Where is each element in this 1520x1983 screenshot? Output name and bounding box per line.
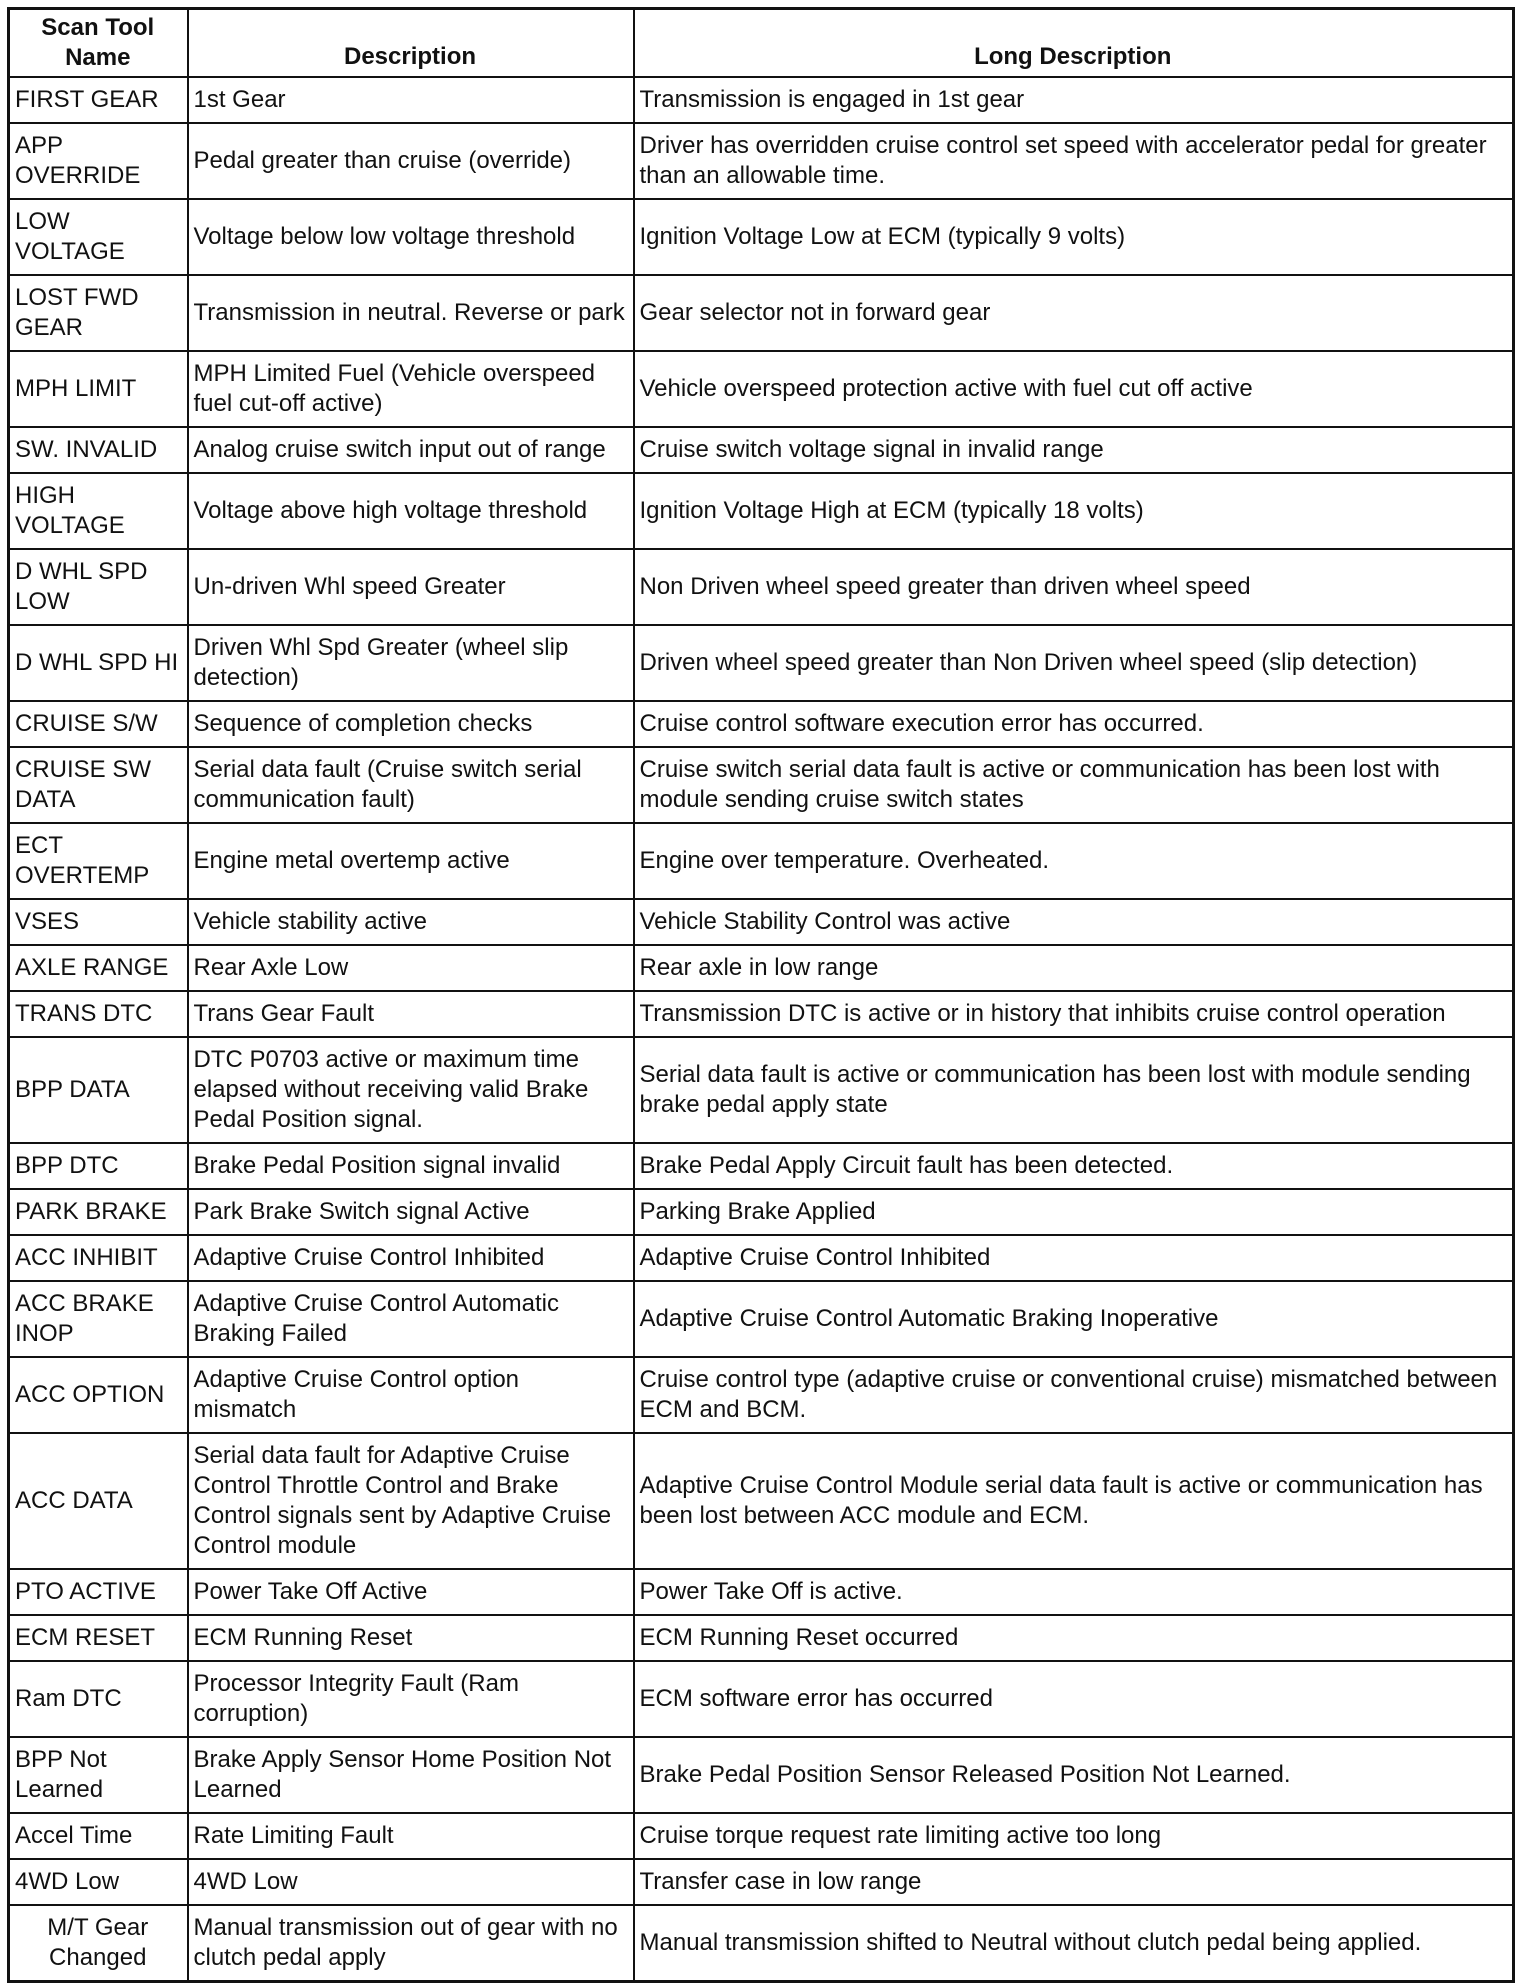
scan-tool-name-cell: BPP DATA xyxy=(9,1037,188,1143)
scan-tool-name-cell: ECT OVERTEMP xyxy=(9,823,188,899)
table-row xyxy=(9,1235,1514,1281)
description-cell: Un-driven Whl speed Greater xyxy=(188,549,634,625)
description-cell: Rate Limiting Fault xyxy=(188,1813,634,1859)
long-description-cell: Ignition Voltage Low at ECM (typically 9 volts) xyxy=(634,199,1514,275)
description-cell: Trans Gear Fault xyxy=(188,991,634,1037)
description-cell: Adaptive Cruise Control option mismatch xyxy=(188,1357,634,1433)
description-cell: Engine metal overtemp active xyxy=(188,823,634,899)
long-description-cell: Adaptive Cruise Control Module serial data fault is active or communication has been lost between ACC module and ECM. xyxy=(634,1433,1514,1569)
table-row xyxy=(9,1661,1514,1737)
table-row xyxy=(9,1615,1514,1661)
table-row xyxy=(9,549,1514,625)
table-row xyxy=(9,427,1514,473)
scan-tool-name-cell: 4WD Low xyxy=(9,1859,188,1905)
description-cell: Manual transmission out of gear with no clutch pedal apply xyxy=(188,1905,634,1982)
long-description-cell: Transmission DTC is active or in history that inhibits cruise control operation xyxy=(634,991,1514,1037)
scan-tool-name-cell: HIGH VOLTAGE xyxy=(9,473,188,549)
long-description-cell: Cruise switch serial data fault is active or communication has been lost with module sending cruise switch states xyxy=(634,747,1514,823)
long-description-cell: ECM Running Reset occurred xyxy=(634,1615,1514,1661)
scan-tool-name-cell: PARK BRAKE xyxy=(9,1189,188,1235)
description-cell: Park Brake Switch signal Active xyxy=(188,1189,634,1235)
table-row xyxy=(9,747,1514,823)
scan-tool-name-cell: D WHL SPD HI xyxy=(9,625,188,701)
description-cell: Analog cruise switch input out of range xyxy=(188,427,634,473)
scan-tool-name-cell: VSES xyxy=(9,899,188,945)
table-row xyxy=(9,77,1514,123)
long-description-cell: Transfer case in low range xyxy=(634,1859,1514,1905)
table-row xyxy=(9,123,1514,199)
table-row xyxy=(9,199,1514,275)
description-cell: Adaptive Cruise Control Automatic Braking Failed xyxy=(188,1281,634,1357)
long-description-cell: Cruise torque request rate limiting active too long xyxy=(634,1813,1514,1859)
scan-tool-table xyxy=(7,7,1515,1983)
long-description-cell: Cruise switch voltage signal in invalid range xyxy=(634,427,1514,473)
long-description-cell: Driven wheel speed greater than Non Driven wheel speed (slip detection) xyxy=(634,625,1514,701)
description-cell: Transmission in neutral. Reverse or park xyxy=(188,275,634,351)
table-row xyxy=(9,945,1514,991)
header-row xyxy=(9,9,1514,78)
scan-tool-name-cell: ACC BRAKE INOP xyxy=(9,1281,188,1357)
scan-tool-name-cell: M/T Gear Changed xyxy=(9,1905,188,1982)
description-cell: Voltage above high voltage threshold xyxy=(188,473,634,549)
description-cell: Sequence of completion checks xyxy=(188,701,634,747)
description-cell: Power Take Off Active xyxy=(188,1569,634,1615)
long-description-cell: Brake Pedal Apply Circuit fault has been detected. xyxy=(634,1143,1514,1189)
description-cell: Driven Whl Spd Greater (wheel slip detection) xyxy=(188,625,634,701)
description-cell: Rear Axle Low xyxy=(188,945,634,991)
scan-tool-name-cell: BPP Not Learned xyxy=(9,1737,188,1813)
long-description-cell: Vehicle overspeed protection active with fuel cut off active xyxy=(634,351,1514,427)
description-cell: DTC P0703 active or maximum time elapsed without receiving valid Brake Pedal Position signal. xyxy=(188,1037,634,1143)
description-cell: 1st Gear xyxy=(188,77,634,123)
table-row xyxy=(9,1189,1514,1235)
long-description-cell: ECM software error has occurred xyxy=(634,1661,1514,1737)
scan-tool-name-cell: ECM RESET xyxy=(9,1615,188,1661)
scan-tool-name-cell: CRUISE S/W xyxy=(9,701,188,747)
scan-tool-name-cell: AXLE RANGE xyxy=(9,945,188,991)
table-row xyxy=(9,1143,1514,1189)
scan-tool-name-cell: SW. INVALID xyxy=(9,427,188,473)
table-row xyxy=(9,1569,1514,1615)
description-cell: Adaptive Cruise Control Inhibited xyxy=(188,1235,634,1281)
table-row xyxy=(9,1357,1514,1433)
long-description-cell: Cruise control type (adaptive cruise or conventional cruise) mismatched between ECM and BCM. xyxy=(634,1357,1514,1433)
table-row xyxy=(9,701,1514,747)
scan-tool-name-cell: CRUISE SW DATA xyxy=(9,747,188,823)
long-description-cell: Engine over temperature. Overheated. xyxy=(634,823,1514,899)
scan-tool-name-cell: LOST FWD GEAR xyxy=(9,275,188,351)
long-description-cell: Non Driven wheel speed greater than driven wheel speed xyxy=(634,549,1514,625)
table-row xyxy=(9,625,1514,701)
description-cell: MPH Limited Fuel (Vehicle overspeed fuel cut-off active) xyxy=(188,351,634,427)
long-description-cell: Driver has overridden cruise control set speed with accelerator pedal for greater than an allowable time. xyxy=(634,123,1514,199)
scan-tool-name-cell: Ram DTC xyxy=(9,1661,188,1737)
long-description-cell: Cruise control software execution error has occurred. xyxy=(634,701,1514,747)
description-cell: Pedal greater than cruise (override) xyxy=(188,123,634,199)
table-row xyxy=(9,899,1514,945)
long-description-cell: Rear axle in low range xyxy=(634,945,1514,991)
scan-tool-name-cell: Accel Time xyxy=(9,1813,188,1859)
header-long-description: Long Description xyxy=(634,9,1514,78)
long-description-cell: Power Take Off is active. xyxy=(634,1569,1514,1615)
long-description-cell: Transmission is engaged in 1st gear xyxy=(634,77,1514,123)
scan-tool-name-cell: ACC DATA xyxy=(9,1433,188,1569)
long-description-cell: Manual transmission shifted to Neutral without clutch pedal being applied. xyxy=(634,1905,1514,1982)
long-description-cell: Serial data fault is active or communication has been lost with module sending brake pedal apply state xyxy=(634,1037,1514,1143)
description-cell: Serial data fault (Cruise switch serial communication fault) xyxy=(188,747,634,823)
table-row xyxy=(9,991,1514,1037)
description-cell: ECM Running Reset xyxy=(188,1615,634,1661)
long-description-cell: Vehicle Stability Control was active xyxy=(634,899,1514,945)
table-row xyxy=(9,473,1514,549)
long-description-cell: Gear selector not in forward gear xyxy=(634,275,1514,351)
table-row xyxy=(9,275,1514,351)
description-cell: 4WD Low xyxy=(188,1859,634,1905)
table-row xyxy=(9,1037,1514,1143)
scan-tool-name-cell: LOW VOLTAGE xyxy=(9,199,188,275)
scan-tool-name-cell: PTO ACTIVE xyxy=(9,1569,188,1615)
description-cell: Voltage below low voltage threshold xyxy=(188,199,634,275)
long-description-cell: Parking Brake Applied xyxy=(634,1189,1514,1235)
header-description: Description xyxy=(188,9,634,78)
long-description-cell: Adaptive Cruise Control Inhibited xyxy=(634,1235,1514,1281)
scan-tool-name-cell: BPP DTC xyxy=(9,1143,188,1189)
description-cell: Processor Integrity Fault (Ram corruption) xyxy=(188,1661,634,1737)
header-scan-tool-name: Scan Tool Name xyxy=(9,9,188,78)
table-row xyxy=(9,1433,1514,1569)
description-cell: Serial data fault for Adaptive Cruise Control Throttle Control and Brake Control signals sent by Adaptive Cruise Control module xyxy=(188,1433,634,1569)
long-description-cell: Adaptive Cruise Control Automatic Braking Inoperative xyxy=(634,1281,1514,1357)
table-row xyxy=(9,1859,1514,1905)
table-row xyxy=(9,1281,1514,1357)
scan-tool-name-cell: MPH LIMIT xyxy=(9,351,188,427)
long-description-cell: Ignition Voltage High at ECM (typically 18 volts) xyxy=(634,473,1514,549)
table-row xyxy=(9,1737,1514,1813)
scan-tool-name-cell: FIRST GEAR xyxy=(9,77,188,123)
description-cell: Brake Apply Sensor Home Position Not Learned xyxy=(188,1737,634,1813)
table-row xyxy=(9,1905,1514,1982)
table-row xyxy=(9,351,1514,427)
scan-tool-name-cell: ACC INHIBIT xyxy=(9,1235,188,1281)
scan-tool-name-cell: ACC OPTION xyxy=(9,1357,188,1433)
description-cell: Brake Pedal Position signal invalid xyxy=(188,1143,634,1189)
long-description-cell: Brake Pedal Position Sensor Released Position Not Learned. xyxy=(634,1737,1514,1813)
description-cell: Vehicle stability active xyxy=(188,899,634,945)
table-row xyxy=(9,1813,1514,1859)
scan-tool-name-cell: D WHL SPD LOW xyxy=(9,549,188,625)
scan-tool-name-cell: TRANS DTC xyxy=(9,991,188,1037)
table-row xyxy=(9,823,1514,899)
scan-tool-name-cell: APP OVERRIDE xyxy=(9,123,188,199)
